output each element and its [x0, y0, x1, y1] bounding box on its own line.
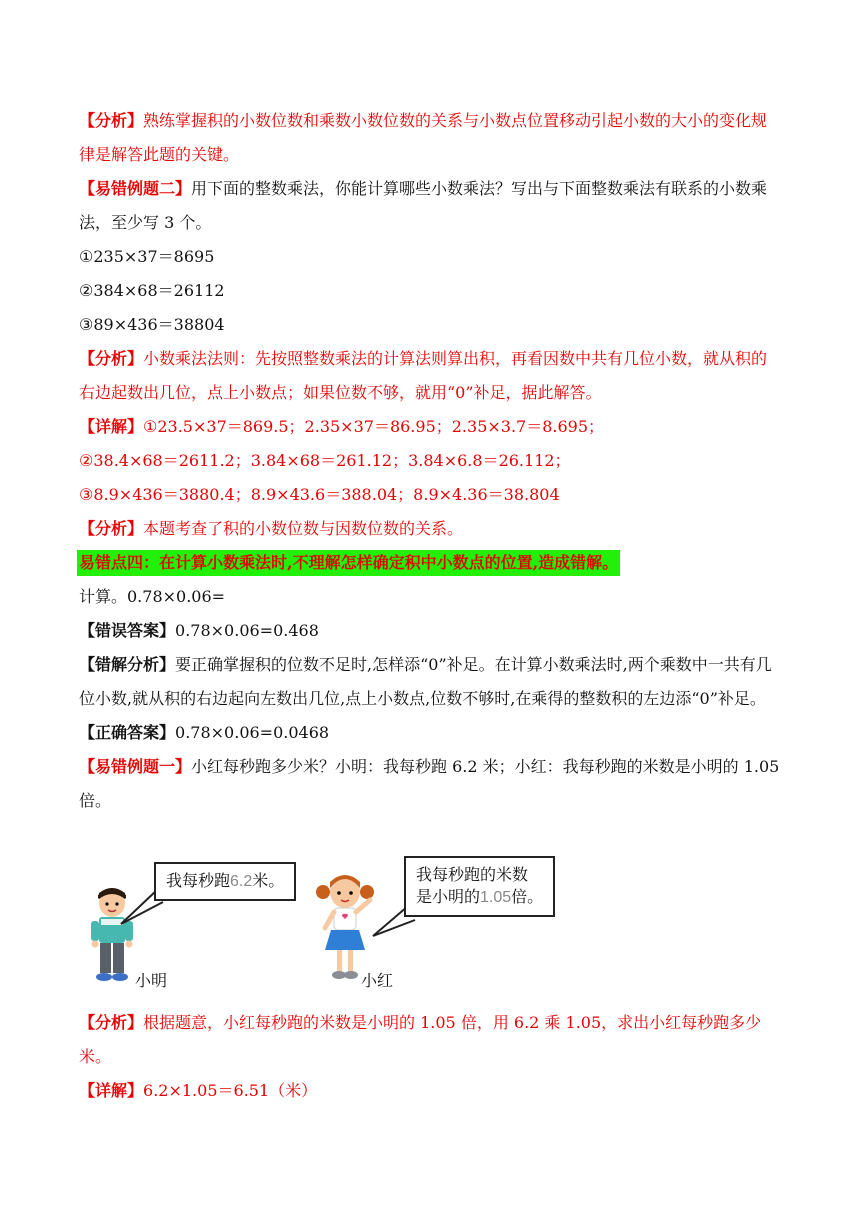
wrong-answer-tag: 【错误答案】	[79, 621, 176, 640]
example-2-question	[79, 172, 783, 240]
analysis-tag: 【分析】	[79, 1013, 144, 1032]
analysis-paragraph-2	[79, 342, 783, 410]
detail-text: ①23.5×37＝869.5；2.35×37＝86.95；2.35×3.7＝8.695；	[143, 417, 605, 436]
document-body-tail	[79, 1006, 783, 1108]
bubble-number: 1.05	[480, 889, 512, 906]
example-text: 用下面的整数乘法，你能计算哪些小数乘法？写出与下面整数乘法有联系的小数乘法，至少写 3 个。	[79, 179, 768, 232]
analysis-tag: 【分析】	[79, 519, 144, 538]
bubble-text: 米。	[252, 871, 285, 890]
example-tag: 【易错例题一】	[79, 757, 192, 776]
error-analysis-text: 要正确掌握积的位数不足时,怎样添“0”补足。在计算小数乘法时,两个乘数中一共有几位小数,就从积的右边起向左数出几位,点上小数点,位数不够时,在乘得的整数积的左边添“0”补足。	[79, 655, 772, 708]
equation-2: ②384×68＝26112	[79, 281, 225, 300]
analysis-text: 小数乘法法则：先按照整数乘法的计算法则算出积，再看因数中共有几位小数，就从积的右边起数出几位，点上小数点；如果位数不够，就用“0”补足，据此解答。	[79, 349, 768, 402]
correct-answer-text: 0.78×0.06=0.0468	[175, 723, 330, 742]
analysis-text: 熟练掌握积的小数位数和乘数小数位数的关系与小数点位置移动引起小数的大小的变化规律是解答此题的关键。	[79, 111, 768, 164]
equation-3: ③89×436＝38804	[79, 315, 225, 334]
girl-name-label: 小红	[361, 971, 394, 990]
calc-prompt: 计算。0.78×0.06=	[79, 587, 226, 606]
correct-answer	[79, 716, 783, 750]
error-point-4-highlight: 易错点四：在计算小数乘法时,不理解怎样确定积中小数点的位置,造成错解。	[77, 550, 620, 576]
analysis-paragraph-3	[79, 512, 783, 546]
analysis-text: 根据题意，小红每秒跑的米数是小明的 1.05 倍，用 6.2 乘 1.05，求出小红每秒跑多少米。	[79, 1013, 762, 1066]
detail-tag: 【详解】	[79, 417, 144, 436]
detail-tag: 【详解】	[79, 1081, 144, 1100]
bubble-text: 我每秒跑	[166, 871, 231, 890]
wrong-answer-text: 0.78×0.06=0.468	[175, 621, 319, 640]
example-text: 小红每秒跑多少米？小明：我每秒跑 6.2 米；小红：我每秒跑的米数是小明的 1.05 倍。	[79, 757, 780, 810]
speech-bubble-boy	[154, 862, 296, 901]
error-point-4-row	[77, 546, 783, 580]
correct-answer-tag: 【正确答案】	[79, 723, 176, 742]
dialogue-illustration	[79, 850, 783, 1000]
analysis-text: 本题考查了积的小数位数与因数位数的关系。	[143, 519, 464, 538]
detail-line-1	[79, 410, 783, 444]
example-tag: 【易错例题二】	[79, 179, 192, 198]
detail-final	[79, 1074, 783, 1108]
detail-line-3: ③8.9×436＝3880.4；8.9×43.6＝388.04；8.9×4.36＝38.804	[79, 485, 560, 504]
bubble-text: 倍。	[511, 887, 544, 906]
speech-bubble-girl	[404, 856, 555, 917]
example-1-question	[79, 750, 783, 818]
bubble-text: 是小明的	[416, 887, 481, 906]
detail-text: 6.2×1.05＝6.51（米）	[143, 1081, 318, 1100]
bubble-text: 我每秒跑的米数	[416, 865, 529, 884]
bubble-number: 6.2	[230, 873, 253, 890]
analysis-tag: 【分析】	[79, 111, 144, 130]
analysis-paragraph-4	[79, 1006, 783, 1074]
wrong-answer	[79, 614, 783, 648]
boy-name-label: 小明	[135, 971, 168, 990]
error-analysis-tag: 【错解分析】	[79, 655, 176, 674]
analysis-paragraph-1	[79, 104, 783, 172]
analysis-tag: 【分析】	[79, 349, 144, 368]
document-body	[79, 104, 783, 818]
error-analysis	[79, 648, 783, 716]
equation-1: ①235×37＝8695	[79, 247, 215, 266]
detail-line-2: ②38.4×68＝2611.2；3.84×68＝261.12；3.84×6.8＝26.112；	[79, 451, 571, 470]
